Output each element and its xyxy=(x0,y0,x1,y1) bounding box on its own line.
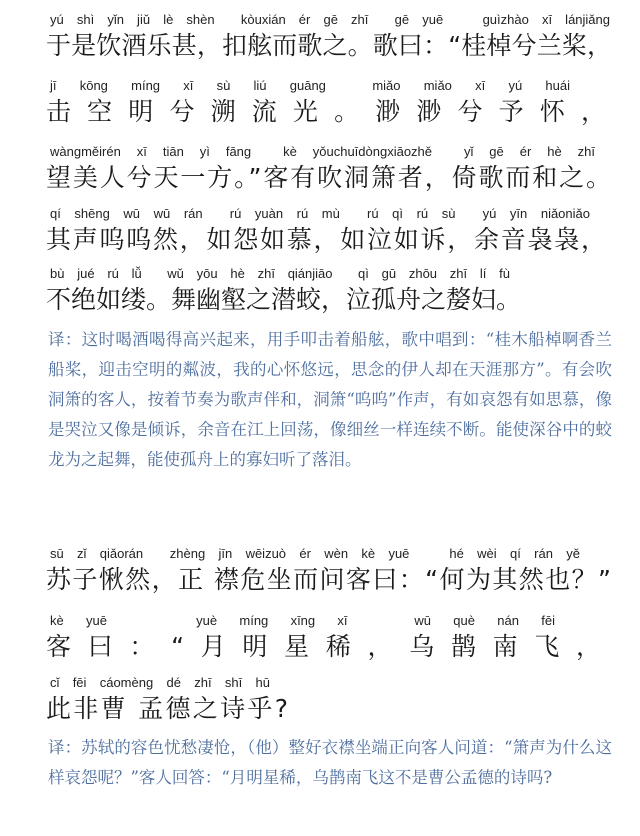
pinyin-line: wàngměirén xī tiān yì fāng kè yǒuchuīdòngxiāozhě yǐ gē ér hè zhī xyxy=(50,144,595,159)
classical-text-line: 此非曹 孟德之诗乎? xyxy=(46,694,288,723)
classical-text-line: 击空明兮溯流光。渺渺兮予怀， xyxy=(46,97,606,126)
pinyin-line: jī kōng míng xī sù liú guāng miǎo miǎo xī yú huái xyxy=(50,78,570,93)
classical-text-line: 苏子愀然，正 襟危坐而问客曰：“何为其然也？” xyxy=(46,565,611,594)
pinyin-line: kè yuē yuè míng xīng xī wū què nán fēi xyxy=(50,613,555,628)
classical-text-line: 于是饮酒乐甚，扣舷而歌之。歌曰：“桂棹兮兰桨， xyxy=(46,31,612,60)
pinyin-line: sū zǐ qiǎorán zhèng jīn wēizuò ér wèn kè yuē hé wèi qí rán yě xyxy=(50,546,580,561)
pinyin-line: cǐ fēi cáomèng dé zhī shī hū xyxy=(50,675,270,690)
classical-text-line: 望美人兮天一方。”客有吹洞箫者，倚歌而和之。 xyxy=(46,163,611,192)
pinyin-line: yú shì yǐn jiǔ lè shèn kòuxián ér gē zhī gē yuē guìzhào xī lánjiǎng xyxy=(50,12,610,27)
classical-text-line: 其声呜呜然，如怨如慕，如泣如诉，余音袅袅， xyxy=(46,225,606,254)
pinyin-line: bù jué rú lǚ wǔ yōu hè zhī qiánjiāo qì gū zhōu zhī lí fù xyxy=(50,266,510,281)
translation-paragraph: 译：苏轼的容色忧愁凄怆，（他）整好衣襟坐端正向客人问道：“箫声为什么这样哀怨呢？”客人回答：“月明星稀，乌鹊南飞这不是曹公孟德的诗吗? xyxy=(48,738,612,787)
classical-text-line: 客曰：“月明星稀，乌鹊南飞， xyxy=(46,632,601,661)
translation-paragraph: 译：这时喝酒喝得高兴起来，用手叩击着船舷，歌中唱到：“桂木船棹啊香兰船桨，迎击空明的粼波，我的心怀悠远，思念的伊人却在天涯那方”。有会吹洞箫的客人，按着节奏为歌声伴和，洞箫“呜呜”作声，有如哀怨有如思慕，像是哭泣又像是倾诉，余音在江上回荡，像细丝一样连续不断。能使深谷中的蛟龙为之起舞，能使孤舟上的寡妇听了落泪。 xyxy=(48,330,612,469)
classical-text-line: 不绝如缕。舞幽壑之潜蛟，泣孤舟之嫠妇。 xyxy=(46,285,522,314)
pinyin-line: qí shēng wū wū rán rú yuàn rú mù rú qì rú sù yú yīn niǎoniǎo xyxy=(50,206,590,221)
